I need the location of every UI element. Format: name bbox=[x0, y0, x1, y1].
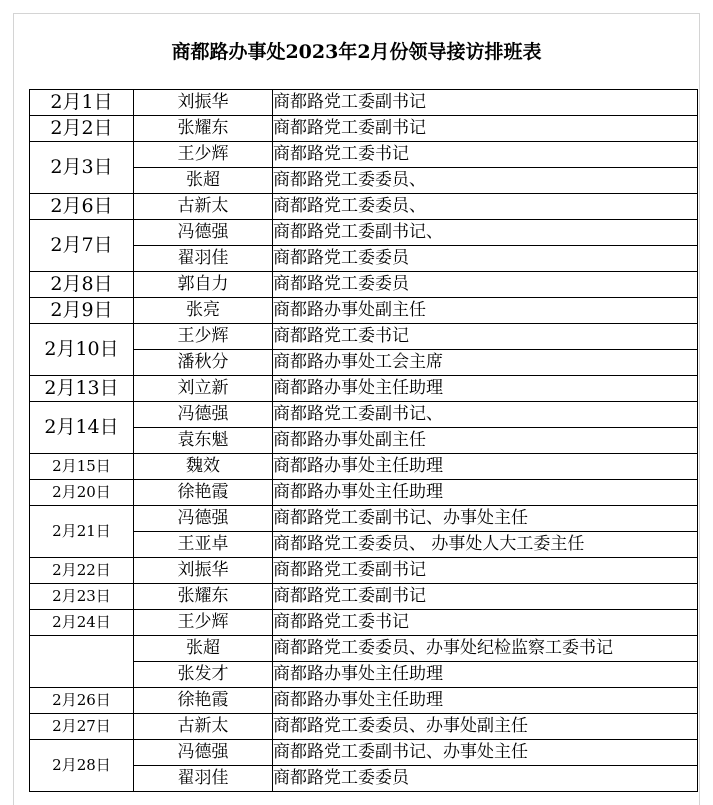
position-cell: 商都路党工委委员 bbox=[273, 766, 698, 792]
table-row bbox=[30, 610, 698, 636]
table-row bbox=[30, 116, 698, 142]
name-cell: 张超 bbox=[134, 636, 273, 662]
position-cell: 商都路办事处主任助理 bbox=[273, 376, 698, 402]
name-cell: 王少辉 bbox=[134, 610, 273, 636]
date-cell: 2月8日 bbox=[30, 272, 134, 298]
name-cell: 刘振华 bbox=[134, 558, 273, 584]
table-row bbox=[30, 324, 698, 350]
table-row bbox=[30, 688, 698, 714]
table-row bbox=[30, 90, 698, 116]
name-cell: 王少辉 bbox=[134, 142, 273, 168]
table-row bbox=[30, 402, 698, 428]
position-cell: 商都路党工委副书记、 bbox=[273, 220, 698, 246]
table-row bbox=[30, 714, 698, 740]
name-cell: 张超 bbox=[134, 168, 273, 194]
position-cell: 商都路党工委委员 bbox=[273, 246, 698, 272]
date-cell: 2月10日 bbox=[30, 324, 134, 376]
date-cell: 2月7日 bbox=[30, 220, 134, 272]
table-row bbox=[30, 454, 698, 480]
name-cell: 冯德强 bbox=[134, 506, 273, 532]
name-cell: 冯德强 bbox=[134, 740, 273, 766]
date-cell: 2月20日 bbox=[30, 480, 134, 506]
date-cell: 2月2日 bbox=[30, 116, 134, 142]
name-cell: 刘立新 bbox=[134, 376, 273, 402]
page-title: 商都路办事处2023年2月份领导接访排班表 bbox=[171, 41, 542, 63]
position-cell: 商都路党工委副书记 bbox=[273, 90, 698, 116]
position-cell: 商都路办事处工会主席 bbox=[273, 350, 698, 376]
roster-body bbox=[30, 90, 698, 792]
table-row bbox=[30, 220, 698, 246]
name-cell: 冯德强 bbox=[134, 402, 273, 428]
position-cell: 商都路党工委副书记、 bbox=[273, 402, 698, 428]
name-cell: 古新太 bbox=[134, 714, 273, 740]
name-cell: 张耀东 bbox=[134, 116, 273, 142]
position-cell: 商都路党工委副书记 bbox=[273, 116, 698, 142]
name-cell: 徐艳霞 bbox=[134, 688, 273, 714]
position-cell: 商都路党工委书记 bbox=[273, 324, 698, 350]
date-cell: 2月9日 bbox=[30, 298, 134, 324]
table-row bbox=[30, 558, 698, 584]
duty-roster-table bbox=[29, 89, 698, 792]
date-cell: 2月15日 bbox=[30, 454, 134, 480]
table-row bbox=[30, 298, 698, 324]
position-cell: 商都路办事处主任助理 bbox=[273, 454, 698, 480]
name-cell: 张发才 bbox=[134, 662, 273, 688]
position-cell: 商都路办事处副主任 bbox=[273, 298, 698, 324]
name-cell: 郭自力 bbox=[134, 272, 273, 298]
date-cell: 2月27日 bbox=[30, 714, 134, 740]
position-cell: 商都路党工委委员 bbox=[273, 272, 698, 298]
position-cell: 商都路办事处主任助理 bbox=[273, 480, 698, 506]
position-cell: 商都路党工委委员、 bbox=[273, 168, 698, 194]
date-cell: 2月6日 bbox=[30, 194, 134, 220]
position-cell: 商都路党工委委员、办事处纪检监察工委书记 bbox=[273, 636, 698, 662]
table-row bbox=[30, 740, 698, 766]
date-cell: 2月24日 bbox=[30, 610, 134, 636]
table-row bbox=[30, 194, 698, 220]
position-cell: 商都路党工委副书记、办事处主任 bbox=[273, 506, 698, 532]
position-cell: 商都路党工委委员、 办事处人大工委主任 bbox=[273, 532, 698, 558]
table-row bbox=[30, 480, 698, 506]
name-cell: 徐艳霞 bbox=[134, 480, 273, 506]
table-row bbox=[30, 142, 698, 168]
position-cell: 商都路办事处主任助理 bbox=[273, 662, 698, 688]
table-row bbox=[30, 272, 698, 298]
name-cell: 张亮 bbox=[134, 298, 273, 324]
name-cell: 冯德强 bbox=[134, 220, 273, 246]
date-cell: 2月26日 bbox=[30, 688, 134, 714]
name-cell: 刘振华 bbox=[134, 90, 273, 116]
position-cell: 商都路党工委副书记 bbox=[273, 558, 698, 584]
table-row bbox=[30, 584, 698, 610]
date-cell: 2月14日 bbox=[30, 402, 134, 454]
date-cell: 2月3日 bbox=[30, 142, 134, 194]
position-cell: 商都路办事处副主任 bbox=[273, 428, 698, 454]
position-cell: 商都路党工委书记 bbox=[273, 142, 698, 168]
position-cell: 商都路党工委副书记 bbox=[273, 584, 698, 610]
name-cell: 古新太 bbox=[134, 194, 273, 220]
name-cell: 魏效 bbox=[134, 454, 273, 480]
position-cell: 商都路办事处主任助理 bbox=[273, 688, 698, 714]
date-cell: 2月22日 bbox=[30, 558, 134, 584]
name-cell: 王少辉 bbox=[134, 324, 273, 350]
position-cell: 商都路党工委书记 bbox=[273, 610, 698, 636]
date-cell bbox=[30, 636, 134, 688]
position-cell: 商都路党工委委员、办事处副主任 bbox=[273, 714, 698, 740]
table-row bbox=[30, 506, 698, 532]
name-cell: 翟羽佳 bbox=[134, 766, 273, 792]
date-cell: 2月23日 bbox=[30, 584, 134, 610]
table-row bbox=[30, 636, 698, 662]
name-cell: 翟羽佳 bbox=[134, 246, 273, 272]
name-cell: 王亚卓 bbox=[134, 532, 273, 558]
name-cell: 潘秋分 bbox=[134, 350, 273, 376]
name-cell: 袁东魁 bbox=[134, 428, 273, 454]
position-cell: 商都路党工委副书记、办事处主任 bbox=[273, 740, 698, 766]
name-cell: 张耀东 bbox=[134, 584, 273, 610]
date-cell: 2月28日 bbox=[30, 740, 134, 792]
date-cell: 2月1日 bbox=[30, 90, 134, 116]
date-cell: 2月21日 bbox=[30, 506, 134, 558]
table-row bbox=[30, 376, 698, 402]
date-cell: 2月13日 bbox=[30, 376, 134, 402]
position-cell: 商都路党工委委员、 bbox=[273, 194, 698, 220]
